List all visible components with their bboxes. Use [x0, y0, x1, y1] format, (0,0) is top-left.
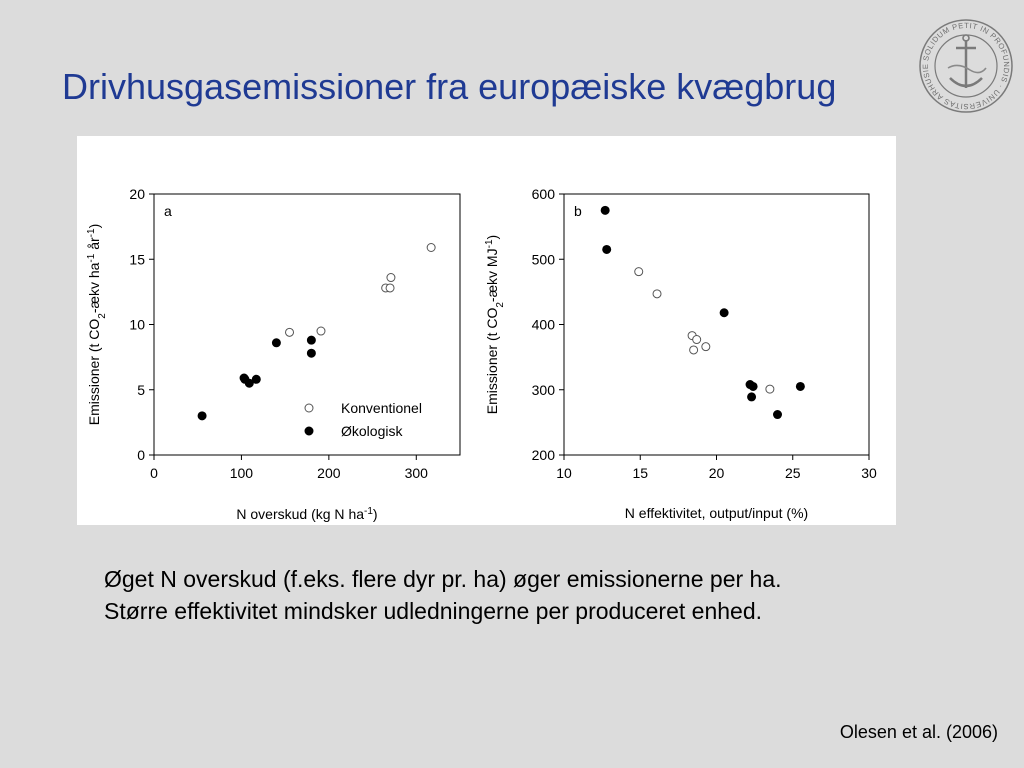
x-tick-label: 25	[784, 465, 801, 481]
chart-panel	[77, 136, 896, 525]
y-tick-label: 200	[531, 447, 555, 463]
point-okologisk	[307, 349, 315, 357]
scatter-charts	[77, 136, 896, 525]
y-tick-label: 400	[531, 316, 555, 333]
legend-marker	[305, 404, 313, 412]
x-axis-label: N overskud (kg N $ha^{-1}$)	[236, 505, 378, 522]
point-konventionel	[766, 385, 774, 393]
x-tick-label: 30	[861, 465, 877, 481]
point-okologisk	[774, 411, 782, 419]
point-konventionel	[702, 343, 710, 351]
y-tick-label: 0	[137, 447, 145, 463]
chart-b	[484, 186, 877, 521]
point-okologisk	[252, 375, 260, 383]
y-tick-label: 10	[129, 316, 145, 333]
panel-label: b	[574, 203, 582, 219]
y-tick-label: 600	[531, 186, 555, 202]
x-tick-label: 10	[556, 465, 572, 481]
point-okologisk	[720, 309, 728, 317]
point-konventionel	[635, 268, 643, 276]
university-seal-logo	[918, 18, 1014, 114]
point-okologisk	[198, 412, 206, 420]
chart-a	[86, 186, 461, 522]
x-tick-label: 300	[404, 465, 428, 481]
seal-text: SOLIDUM PETIT IN PROFUNDIS · UNIVERSITAS ARHUSIE	[920, 20, 1012, 112]
y-axis-label: Emissioner (t $CO_2$-ækv $MJ^{-1}$)	[483, 234, 506, 415]
point-okologisk	[272, 339, 280, 347]
point-okologisk	[796, 382, 804, 390]
x-tick-label: 100	[229, 465, 254, 481]
y-tick-label: 15	[129, 251, 145, 268]
point-konventionel	[386, 284, 394, 292]
x-tick-label: 15	[632, 465, 649, 481]
point-konventionel	[317, 327, 325, 335]
caption-line-2: Større effektivitet mindsker udledningerne per produceret enhed.	[104, 598, 763, 624]
point-konventionel	[693, 336, 701, 344]
plot-frame	[564, 194, 869, 455]
x-tick-label: 0	[150, 465, 158, 481]
y-tick-label: 5	[137, 381, 145, 398]
caption-line-1: Øget N overskud (f.eks. flere dyr pr. ha) øger emissionerne per ha.	[104, 566, 782, 592]
legend-entry: Konventionel	[341, 400, 422, 416]
point-konventionel	[690, 346, 698, 354]
point-konventionel	[286, 328, 294, 336]
slide-title: Drivhusgasemissioner fra europæiske kvægbrug	[62, 66, 837, 107]
point-konventionel	[427, 244, 435, 252]
x-axis-label: N effektivitet, output/input (%)	[624, 505, 809, 521]
y-axis-label: Emissioner (t $CO_2$-ækv $ha^{-1}$ $år^{-1}$)	[85, 223, 108, 426]
point-okologisk	[307, 336, 315, 344]
caption	[104, 563, 782, 627]
point-konventionel	[653, 290, 661, 298]
y-tick-label: 500	[531, 251, 555, 268]
legend-marker	[305, 427, 313, 435]
y-tick-label: 300	[531, 381, 555, 398]
x-tick-label: 20	[708, 465, 725, 481]
legend-entry: Økologisk	[341, 423, 403, 439]
point-okologisk	[748, 393, 756, 401]
citation: Olesen et al. (2006)	[839, 722, 998, 742]
anchor-seal-icon	[918, 18, 1014, 114]
x-tick-label: 200	[317, 465, 341, 481]
point-okologisk	[603, 245, 611, 253]
point-okologisk	[749, 382, 757, 390]
y-tick-label: 20	[129, 186, 145, 202]
point-okologisk	[601, 206, 609, 214]
panel-label: a	[164, 203, 172, 219]
point-konventionel	[387, 274, 395, 282]
